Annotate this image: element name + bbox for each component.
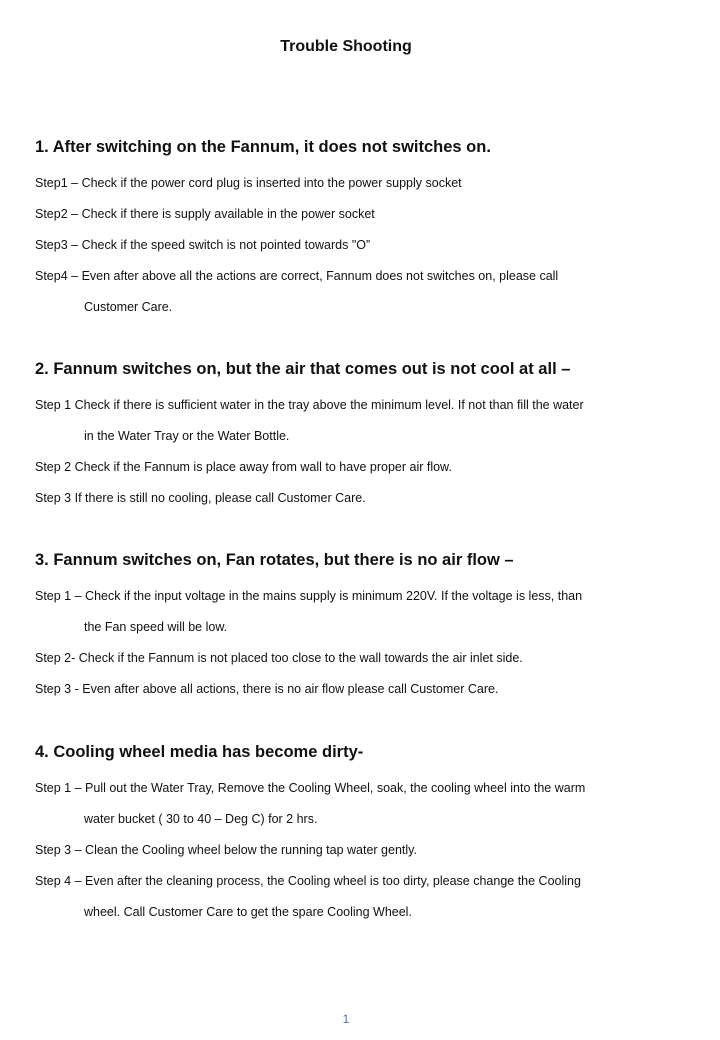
step-text: Step 3 If there is still no cooling, please call Customer Care. bbox=[35, 491, 366, 505]
step-text: Step1 – Check if the power cord plug is inserted into the power supply socket bbox=[35, 176, 462, 190]
step-text-continuation: wheel. Call Customer Care to get the spare Cooling Wheel. bbox=[84, 905, 412, 919]
step-item bbox=[35, 866, 685, 928]
section-2 bbox=[35, 358, 685, 514]
section-heading: 4. Cooling wheel media has become dirty- bbox=[35, 743, 364, 761]
step-item bbox=[35, 581, 685, 643]
section-1 bbox=[35, 136, 685, 323]
step-text: Step 1 – Check if the input voltage in the mains supply is minimum 220V. If the voltage is less, than bbox=[35, 589, 583, 603]
step-text: Step 4 – Even after the cleaning process, the Cooling wheel is too dirty, please change the Cooling bbox=[35, 874, 581, 888]
step-text: Step4 – Even after above all the actions are correct, Fannum does not switches on, please call bbox=[35, 269, 559, 283]
step-text: Step 2- Check if the Fannum is not placed too close to the wall towards the air inlet side. bbox=[35, 651, 523, 665]
step-item bbox=[35, 390, 685, 452]
step-text: Step 3 – Clean the Cooling wheel below the running tap water gently. bbox=[35, 843, 417, 857]
step-item bbox=[35, 483, 685, 514]
step-text: Step 3 - Even after above all actions, there is no air flow please call Customer Care. bbox=[35, 682, 499, 696]
step-text: Step2 – Check if there is supply available in the power socket bbox=[35, 207, 375, 221]
step-text: Step3 – Check if the speed switch is not pointed towards "O” bbox=[35, 238, 371, 252]
section-4 bbox=[35, 741, 685, 928]
step-item bbox=[35, 452, 685, 483]
page-number: 1 bbox=[342, 1012, 350, 1026]
step-text-continuation: Customer Care. bbox=[84, 300, 173, 314]
step-text-continuation: the Fan speed will be low. bbox=[84, 620, 228, 634]
step-item bbox=[35, 835, 685, 866]
section-heading: 3. Fannum switches on, Fan rotates, but there is no air flow – bbox=[35, 551, 514, 569]
step-item bbox=[35, 674, 685, 705]
step-text: Step 1 – Pull out the Water Tray, Remove the Cooling Wheel, soak, the cooling wheel into the warm bbox=[35, 781, 586, 795]
step-item bbox=[35, 261, 685, 323]
section-3 bbox=[35, 549, 685, 705]
section-heading: 2. Fannum switches on, but the air that comes out is not cool at all – bbox=[35, 360, 571, 378]
step-text: Step 2 Check if the Fannum is place away from wall to have proper air flow. bbox=[35, 460, 452, 474]
page-title: Trouble Shooting bbox=[280, 38, 412, 55]
step-text: Step 1 Check if there is sufficient water in the tray above the minimum level. If not than fill the water bbox=[35, 398, 584, 412]
step-text-continuation: water bucket ( 30 to 40 – Deg C) for 2 hrs. bbox=[84, 812, 318, 826]
step-item bbox=[35, 773, 685, 835]
step-text-continuation: in the Water Tray or the Water Bottle. bbox=[84, 429, 290, 443]
step-item bbox=[35, 230, 685, 261]
step-item bbox=[35, 199, 685, 230]
step-item bbox=[35, 643, 685, 674]
section-heading: 1. After switching on the Fannum, it does not switches on. bbox=[35, 138, 491, 156]
step-item bbox=[35, 168, 685, 199]
